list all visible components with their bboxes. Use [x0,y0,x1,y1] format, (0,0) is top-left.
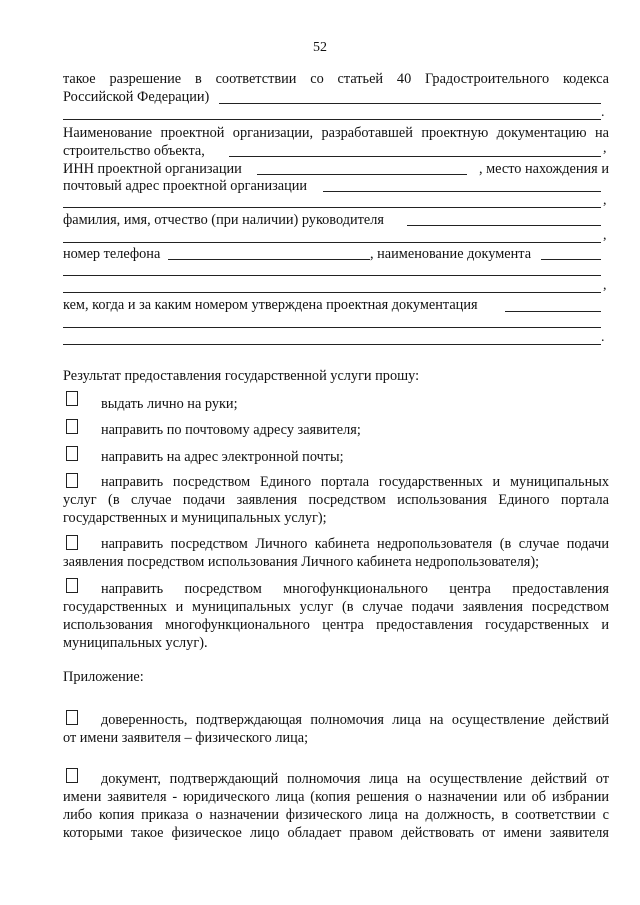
checkbox-subsoil-cabinet[interactable] [66,535,78,550]
inn-label: ИНН проектной организации [63,161,242,177]
postal-address-field[interactable] [323,191,601,192]
option-mfc-line-1: направить посредством многофункционального центра предоставления [101,581,609,597]
header-fill-line-2[interactable] [63,119,601,120]
header-fill-line[interactable] [219,103,601,104]
postal-address-field-2[interactable] [63,207,601,208]
approval-field[interactable] [505,311,601,312]
project-org-line-2: строительство объекта, [63,143,205,159]
checkbox-unified-portal[interactable] [66,473,78,488]
approval-label: кем, когда и за каким номером утверждена проектная документация [63,297,478,313]
approval-field-3[interactable] [63,344,601,345]
option-mfc-line-3: использования многофункционального центра предоставления государственных и [63,617,609,633]
head-name-label: фамилия, имя, отчество (при наличии) руководителя [63,212,384,228]
option-unified-portal-line-1: направить посредством Единого портала государственных и муниципальных [101,474,609,490]
option-mfc-line-4: муниципальных услуг). [63,635,208,651]
option-subsoil-cabinet-line-1: направить посредством Личного кабинета недропользователя (в случае подачи [101,536,609,552]
checkbox-postal-mail[interactable] [66,419,78,434]
option-mfc-line-2: государственных и муниципальных услуг (в случае подачи заявления посредством [63,599,609,615]
attachment-authority-doc-line-4: которыми такое физическое лицо обладает правом действовать от имени заявителя [63,825,609,841]
checkbox-attachment-authority-doc[interactable] [66,768,78,783]
postal-address-label: почтовый адрес проектной организации [63,178,308,194]
option-subsoil-cabinet-line-2: заявления посредством использования Личного кабинета недропользователя); [63,554,540,570]
attachments-heading: Приложение: [63,669,144,685]
approval-field-2[interactable] [63,327,601,328]
head-name-field[interactable] [407,225,601,226]
attachment-power-of-attorney-line-1: доверенность, подтверждающая полномочия лица на осуществление действий [101,712,609,728]
document-name-field[interactable] [541,259,601,260]
page-number: 52 [313,40,327,55]
checkbox-attachment-power-of-attorney[interactable] [66,710,78,725]
result-heading: Результат предоставления государственной услуги прошу: [63,368,420,384]
phone-label: номер телефона [63,246,161,262]
postal-address-comma: , [603,193,607,208]
document-name-field-3[interactable] [63,292,601,293]
option-unified-portal-line-3: государственных и муниципальных услуг); [63,510,327,526]
checkbox-email[interactable] [66,446,78,461]
attachment-authority-doc-line-3: либо копия приказа о назначении физического лица на должность, в соответствии с [63,807,609,823]
checkbox-mfc[interactable] [66,578,78,593]
document-name-label: , наименование документа [370,246,532,262]
option-unified-portal-line-2: услуг (в случае подачи заявления посредством использования Единого портала [63,492,609,508]
header-line-2: Российской Федерации) [63,89,210,105]
option-personal-pickup: выдать лично на руки; [101,396,238,412]
document-name-comma: , [603,278,607,293]
phone-field[interactable] [168,259,370,260]
approval-period: . [601,330,605,345]
option-email: направить на адрес электронной почты; [101,449,344,465]
header-period: . [601,105,605,120]
head-name-comma: , [603,228,607,243]
attachment-authority-doc-line-2: имени заявителя - юридического лица (копия решения о назначении или об избрании [63,789,609,805]
attachment-power-of-attorney-line-2: от имени заявителя – физического лица; [63,730,309,746]
head-name-field-2[interactable] [63,242,601,243]
project-org-line-1: Наименование проектной организации, разработавшей проектную документацию на [63,125,609,141]
document-name-field-2[interactable] [63,275,601,276]
header-line-1: такое разрешение в соответствии со статьей 40 Градостроительного кодекса [63,71,609,87]
checkbox-personal-pickup[interactable] [66,391,78,406]
location-label: , место нахождения и [478,161,609,177]
project-object-comma: , [603,141,607,156]
inn-field[interactable] [257,174,467,175]
project-object-field[interactable] [229,156,601,157]
option-postal-mail: направить по почтовому адресу заявителя; [101,422,361,438]
attachment-authority-doc-line-1: документ, подтверждающий полномочия лица на осуществление действий от [101,771,609,787]
